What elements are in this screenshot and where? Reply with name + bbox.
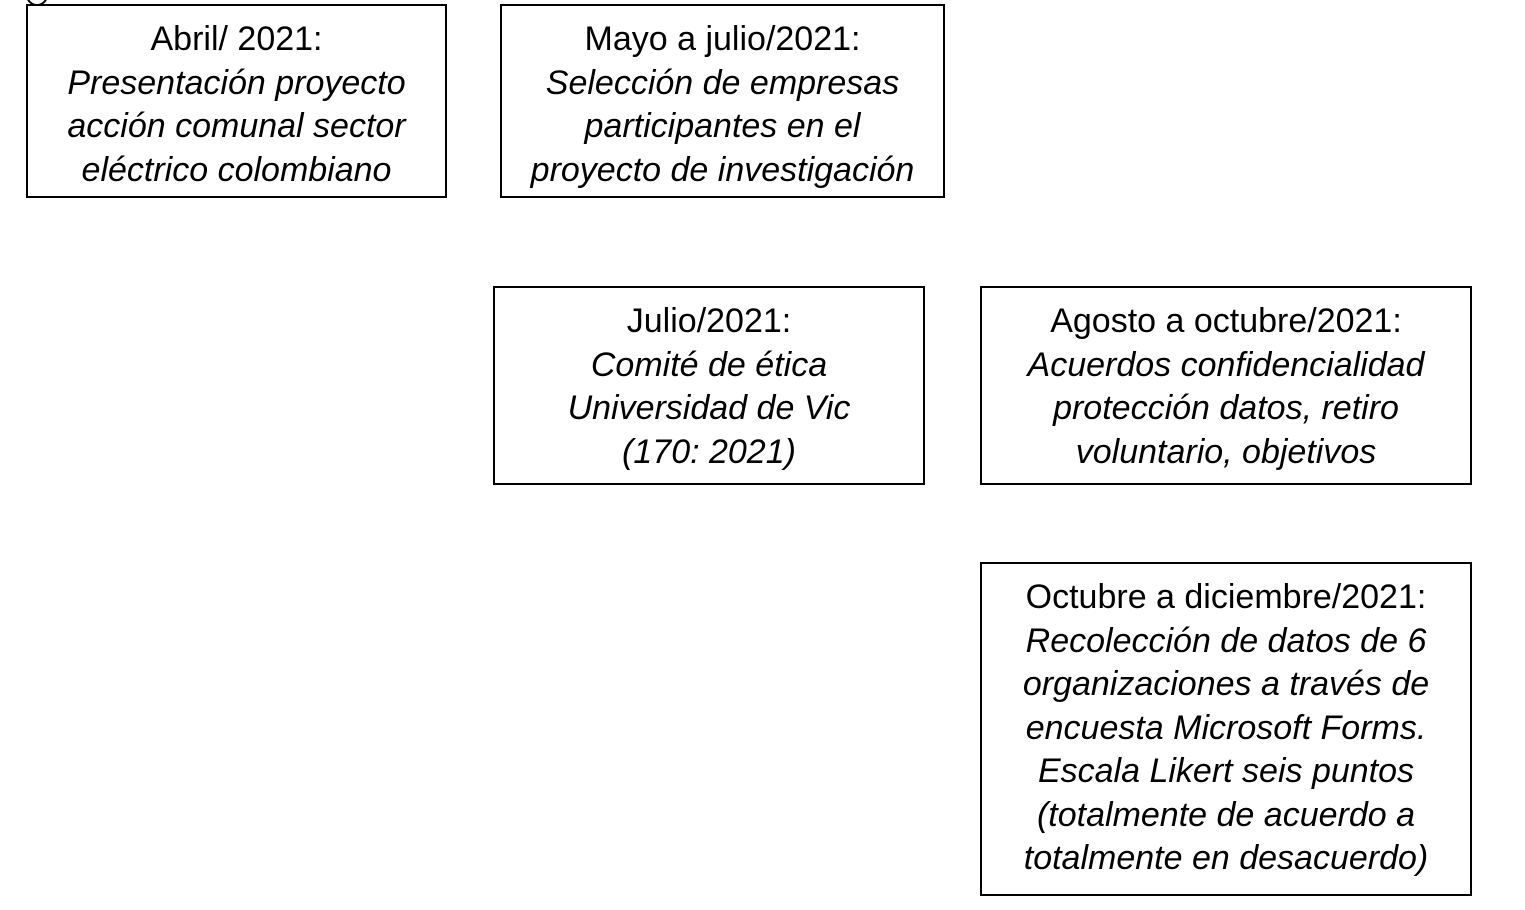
stage-date: Octubre a diciembre/2021: [1025, 578, 1427, 616]
stage-description: Recolección de datos de 6 organizaciones a través de encuesta Microsoft Forms. Escala Likert seis puntos (totalmente de acuerdo a totalmente en desacuerdo) [1022, 621, 1430, 877]
stage-box-mayo-julio-2021 [500, 4, 945, 198]
stage-description: Selección de empresas participantes en el proyecto de investigación [530, 63, 915, 189]
stage-date: Agosto a octubre/2021: [1050, 302, 1402, 340]
stage-box-julio-2021 [493, 286, 925, 485]
stage-box-agosto-octubre-2021 [980, 286, 1472, 485]
stage-box-abril-2021 [26, 4, 447, 198]
stage-box-octubre-diciembre-2021 [980, 562, 1472, 896]
stage-description: Presentación proyecto acción comunal sector eléctrico colombiano [67, 63, 406, 189]
stage-date: Julio/2021: [626, 302, 792, 340]
stage-date: Abril/ 2021: [150, 20, 323, 58]
stage-description: Acuerdos confidencialidad protección datos, retiro voluntario, objetivos [1027, 345, 1425, 471]
stage-date: Mayo a julio/2021: [584, 20, 861, 58]
stage-description: Comité de ética Universidad de Vic (170: 2021) [567, 345, 851, 471]
